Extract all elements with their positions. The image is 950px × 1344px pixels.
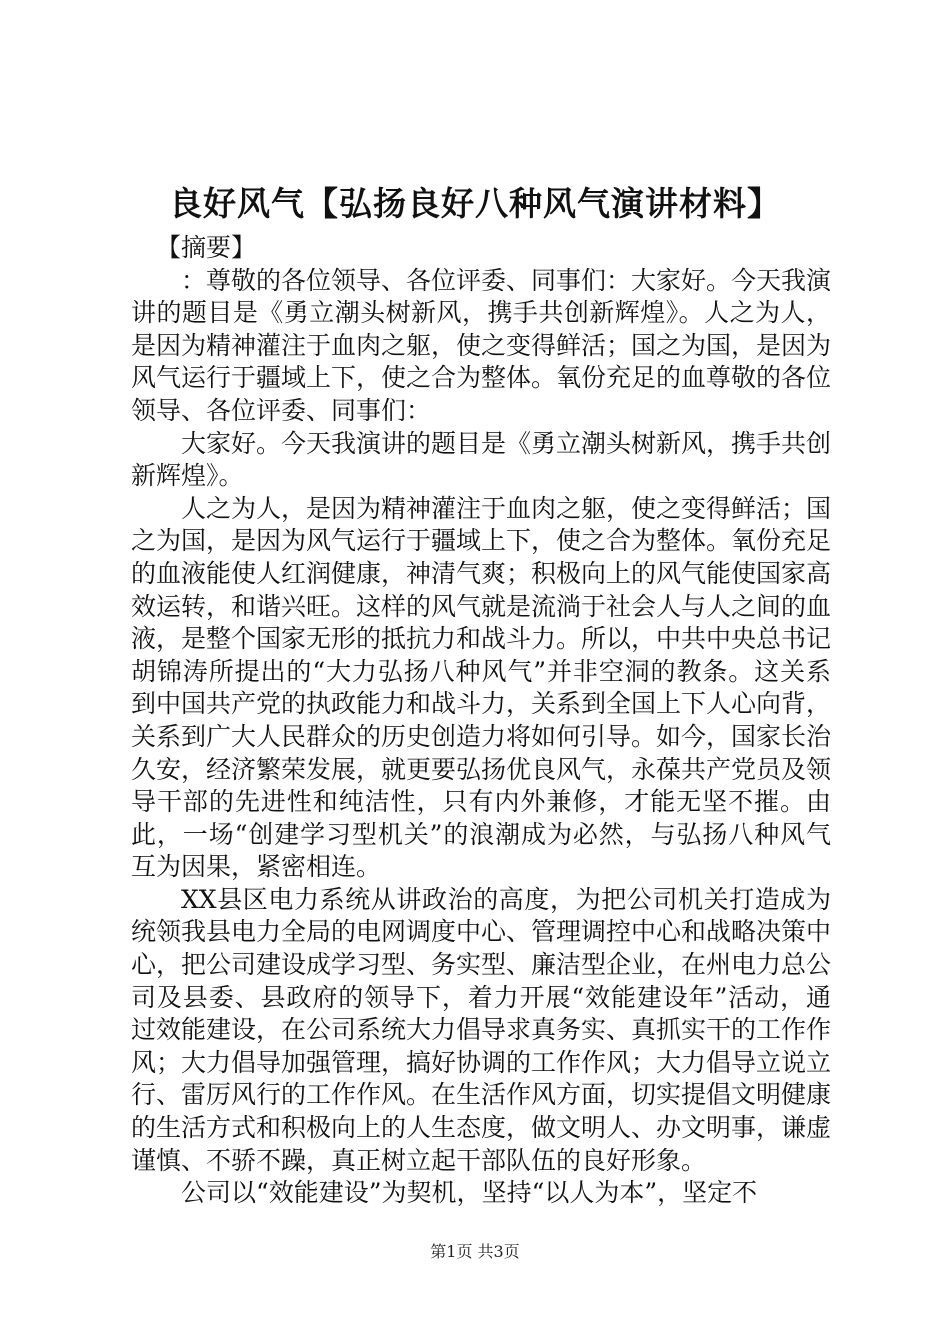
paragraph-3: 人之为人，是因为精神灌注于血肉之躯，使之变得鲜活；国之为国，是因为风气运行于疆域上下，使之合为整体。氧份充足的血液能使人红润健康，神清气爽；积极向上的风气能使国家高效运转，和谐兴旺。这样的风气就是流淌于社会人与人之间的血液，是整个国家无形的抵抗力和战斗力。所以，中共中央总书记胡锦涛所提出的“大力弘扬八种风气”并非空洞的教条。这关系到中国共产党的执政能力和战斗力，关系到全国上下人心向背，关系到广大人民群众的历史创造力将如何引导。如今，国家长治久安，经济繁荣发展，就更要弘扬优良风气，永葆共产党员及领导干部的先进性和纯洁性，只有内外兼修，才能无坚不摧。由此，一场“创建学习型机关”的浪潮成为必然，与弘扬八种风气互为因果，紧密相连。 <box>131 493 832 882</box>
paragraph-5: 公司以“效能建设”为契机，坚持“以人为本”，坚定不 <box>181 1178 758 1208</box>
paragraph-1: ：尊敬的各位领导、各位评委、同事们：大家好。今天我演讲的题目是《勇立潮头树新风，携手共创新辉煌》。人之为人，是因为精神灌注于血肉之躯，使之变得鲜活；国之为国，是因为风气运行于疆域上下，使之合为整体。氧份充足的血尊敬的各位领导、各位评委、同事们： <box>131 265 832 425</box>
abstract-label: 【摘要】 <box>156 233 257 262</box>
paragraph-2: 大家好。今天我演讲的题目是《勇立潮头树新风，携手共创新辉煌》。 <box>131 428 832 491</box>
paragraph-4: XX县区电力系统从讲政治的高度，为把公司机关打造成为统领我县电力全局的电网调度中心、管理调控中心和战略决策中心，把公司建设成学习型、务实型、廉洁型企业，在州电力总公司及县委、县政府的领导下，着力开展“效能建设年”活动，通过效能建设，在公司系统大力倡导求真务实、真抓实干的工作作风；大力倡导加强管理，搞好协调的工作作风；大力倡导立说立行、雷厉风行的工作作风。在生活作风方面，切实提倡文明健康的生活方式和积极向上的人生态度，做文明人、办文明事，谦虚谨慎、不骄不躁，真正树立起干部队伍的良好形象。 <box>131 884 832 1175</box>
page-footer: 第1页 共3页 <box>430 1242 520 1261</box>
document-body <box>131 232 831 1210</box>
document-title: 良好风气【弘扬良好八种风气演讲材料】 <box>169 184 781 223</box>
